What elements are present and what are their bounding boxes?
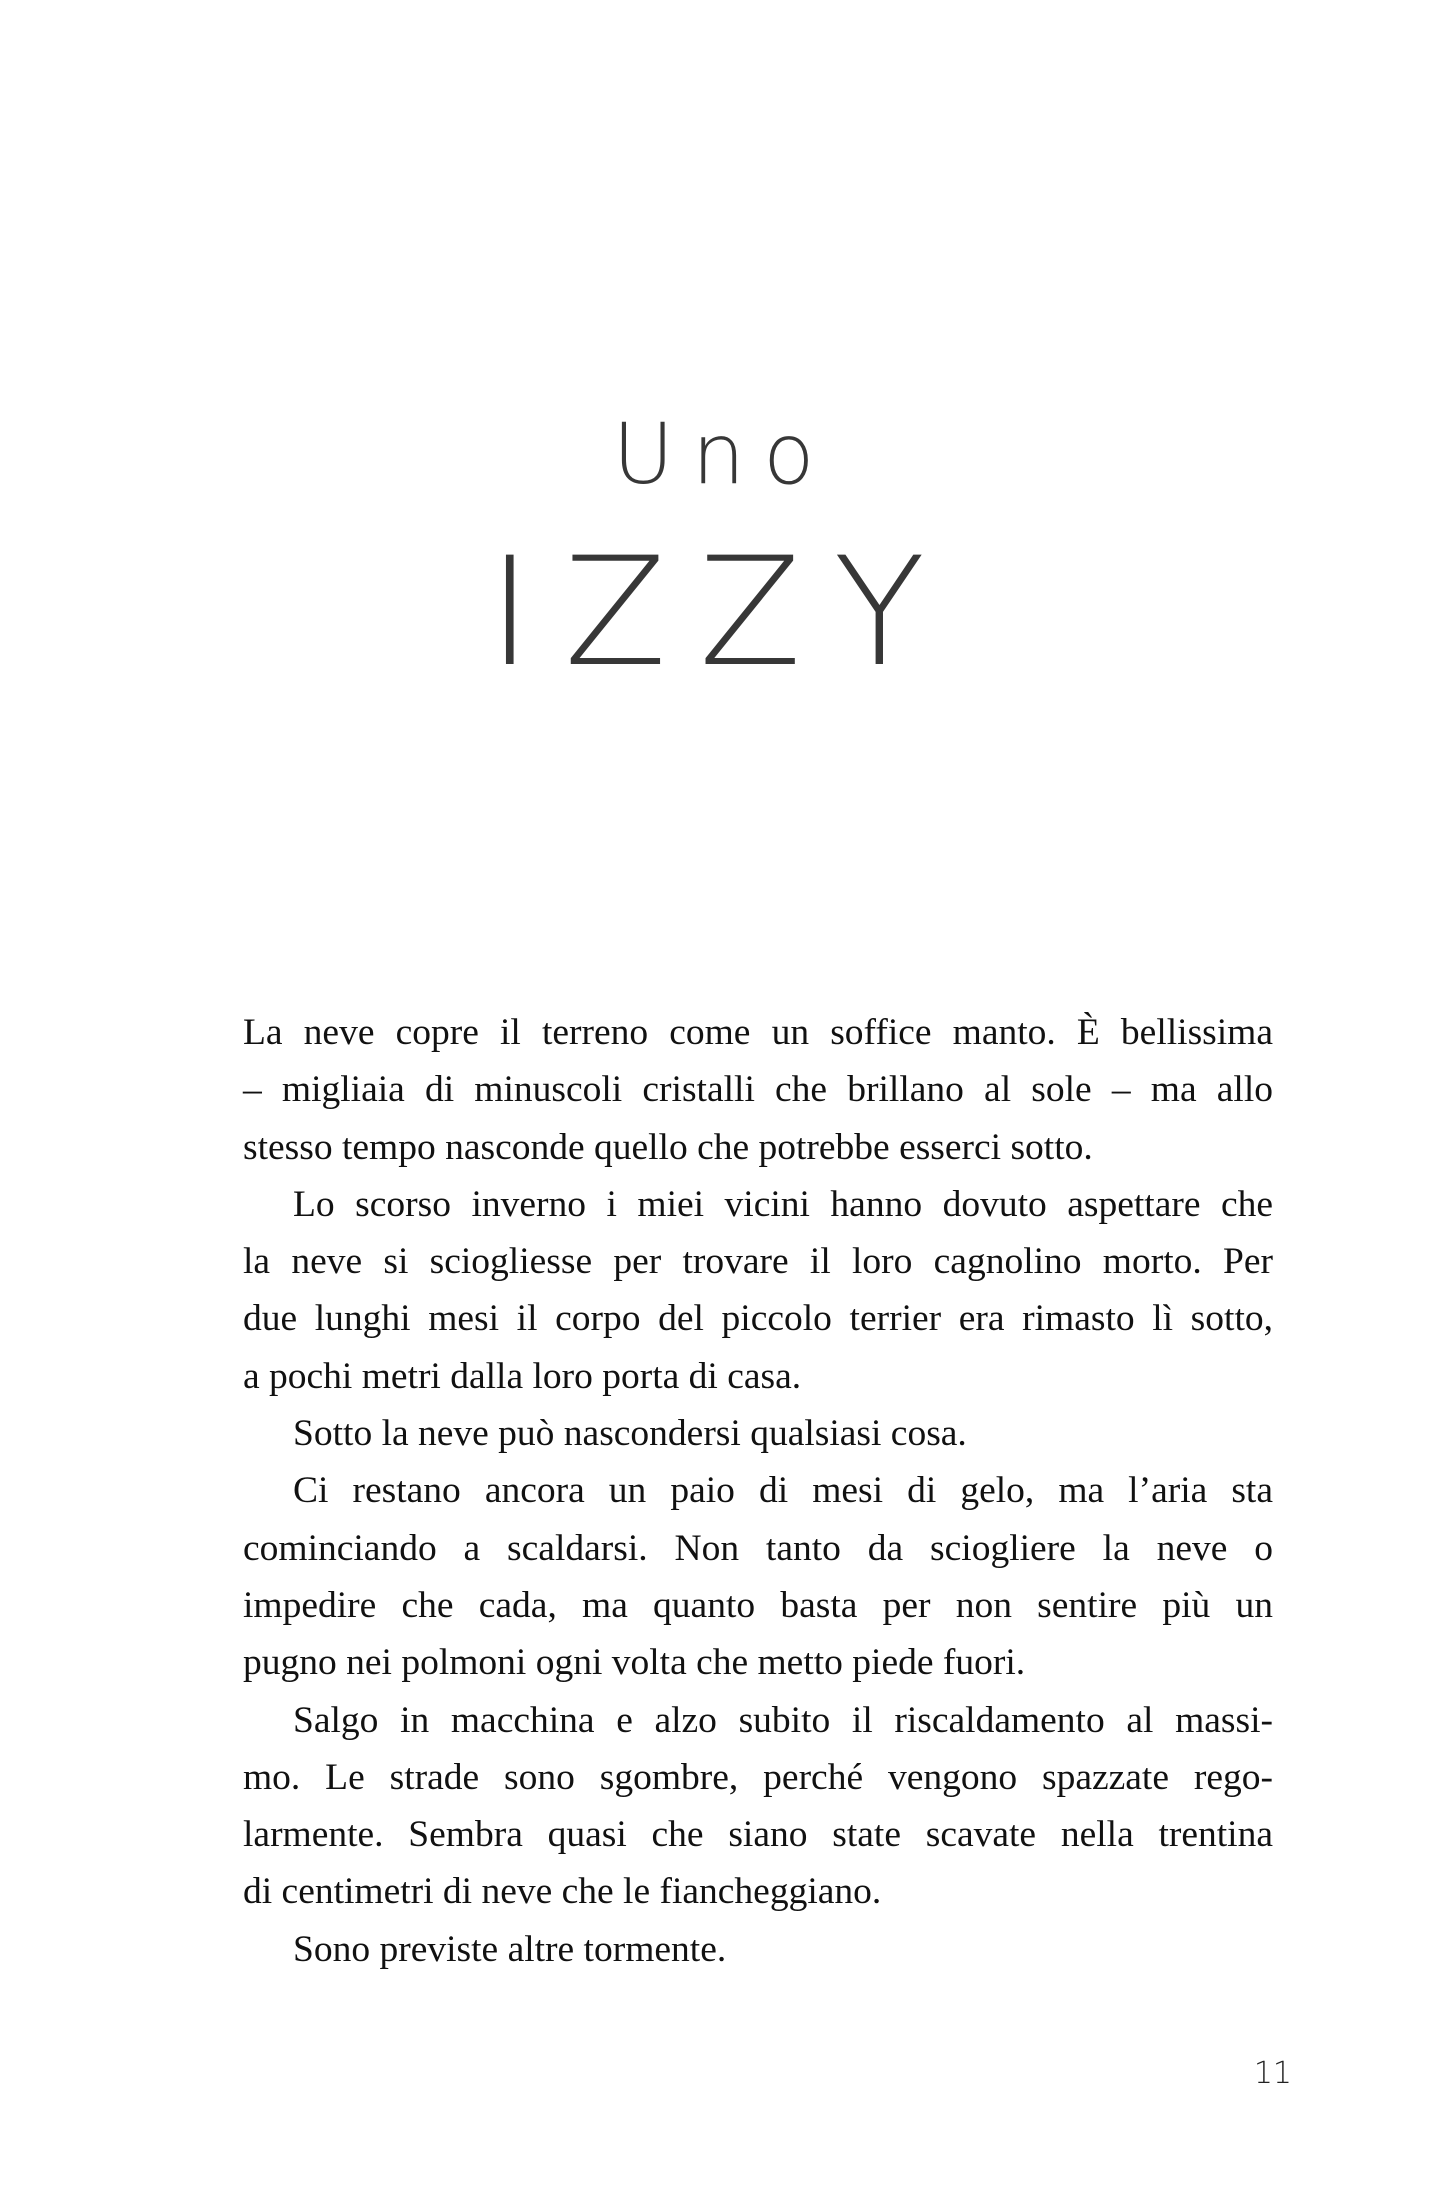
text-line: larmente. Sembra quasi che siano state scavate nella trentina xyxy=(243,1814,1273,1856)
text-line: mo. Le strade sono sgombre, perché vengono spazzate rego- xyxy=(243,1756,1273,1798)
text-line: La neve copre il terreno come un soffice manto. È bellissima xyxy=(243,1012,1273,1053)
paragraph xyxy=(243,1692,1273,1921)
chapter-title: IZZY xyxy=(487,526,958,700)
paragraph xyxy=(243,1921,1273,1978)
text-line: pugno nei polmoni ogni volta che metto piede fuori. xyxy=(243,1642,1026,1684)
text-line: impedire che cada, ma quanto basta per non sentire più un xyxy=(243,1584,1273,1626)
paragraph xyxy=(243,1176,1273,1405)
text-line: stesso tempo nasconde quello che potrebbe esserci sotto. xyxy=(243,1126,1093,1168)
paragraph xyxy=(243,1004,1273,1176)
text-line: di centimetri di neve che le fiancheggiano. xyxy=(243,1871,882,1913)
page-number: 11 xyxy=(1253,2056,1292,2091)
text-line: a pochi metri dalla loro porta di casa. xyxy=(243,1355,802,1397)
text-line: la neve si sciogliesse per trovare il loro cagnolino morto. Per xyxy=(243,1241,1273,1283)
chapter-number: Uno xyxy=(612,405,833,503)
text-line: due lunghi mesi il corpo del piccolo terrier era rimasto lì sotto, xyxy=(243,1298,1273,1340)
text-line: Sono previste altre tormente. xyxy=(293,1928,727,1970)
text-line: – migliaia di minuscoli cristalli che brillano al sole – ma allo xyxy=(243,1069,1273,1111)
text-line: cominciando a scaldarsi. Non tanto da sciogliere la neve o xyxy=(243,1527,1273,1569)
paragraph xyxy=(243,1462,1273,1691)
text-line: Sotto la neve può nascondersi qualsiasi cosa. xyxy=(293,1413,967,1455)
paragraph xyxy=(243,1405,1273,1462)
text-line: Ci restano ancora un paio di mesi di gelo, ma l’aria sta xyxy=(293,1470,1273,1512)
text-line: Salgo in macchina e alzo subito il riscaldamento al massi- xyxy=(293,1699,1273,1741)
chapter-body xyxy=(243,1004,1273,1978)
text-line: Lo scorso inverno i miei vicini hanno dovuto aspettare che xyxy=(293,1183,1273,1225)
